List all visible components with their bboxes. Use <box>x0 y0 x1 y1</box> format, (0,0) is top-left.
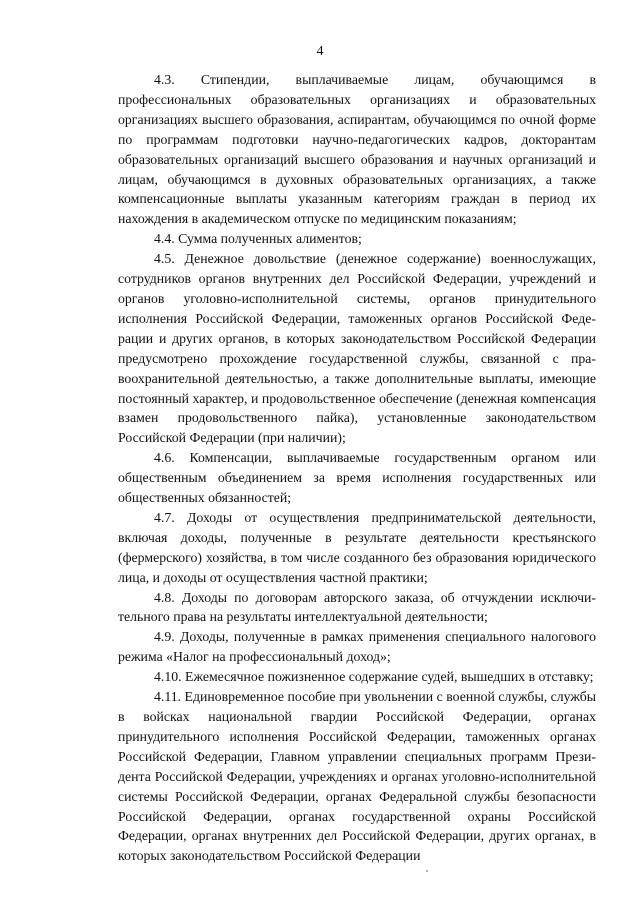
paragraph-4-3: 4.3. Стипендии, выплачиваемые лицам, обучающимся в профессиональных образовательных организациях и образовательных организациях высшего образования, аспирантам, обучающимся по очной форме по программам подготовки научно-педагогических кадров, докторантам образовательных организаций высшего образования и научных организаций и лицам, обучающимся в духовных образовательных организациях, а также компенсационные выплаты указанным категориям граждан в период их нахождения в академическом отпуске по медицинским показаниям; <box>118 72 596 227</box>
paragraph-4-9: 4.9. Доходы, полученные в рамках применения специального налогового режима «Налог на профессиональный доход»; <box>118 629 596 665</box>
scan-speck <box>426 870 428 872</box>
paragraph-4-7: 4.7. Доходы от осуществления предпринимательской деятельности, включая доходы, полученные в результате деятельности крестьянского (фермерского) хозяйства, в том числе созданного без образования юридического лица, и доходы от осуществления частной практики; <box>118 509 596 585</box>
paragraph-4-4: 4.4. Сумма полученных алиментов; <box>154 231 362 247</box>
paragraph-4-11: 4.11. Единовременное пособие при увольнении с военной службы, службы в войсках национальной гвардии Российской Федерации, органах принудительного исполнения Российской Федерации, таможенных органах Российской Федерации, Главном управлении специальных программ Президента Российской Федерации, учреждениях и органах уголовно-исполнительной системы Российской Федерации, органах Федеральной службы безопасности Российской Федерации, органах государственной охраны Российской Федерации, органах внутренних дел Российской Федерации, других органах, в которых законодательством Российской Федерации <box>118 689 596 864</box>
paragraph-4-10: 4.10. Ежемесячное пожизненное содержание судей, вышедших в отставку; <box>154 669 594 685</box>
paragraph-4-5: 4.5. Денежное довольствие (денежное содержание) военнослужащих, сотрудников органов внутренних дел Российской Федерации, учреждений и органов уголовно-исполнительной системы, органов принудительного исполнения Российской Федерации, таможенных органов Российской Федерации и других органов, в которых законодательством Российской Федерации предусмотрено прохождение государственной службы, связанной с правоохранительной деятельностью, а также дополнительные выплаты, имеющие постоянный характер, и продовольственное обеспечение (денежная компенсация взамен продовольственного пайка), установленные законодательством Российской Федерации (при наличии); <box>118 251 596 446</box>
document-body <box>118 70 596 866</box>
paragraph-4-6: 4.6. Компенсации, выплачиваемые государственным органом или общественным объединением за время исполнения государственных или общественных обязанностей; <box>118 450 596 506</box>
paragraph-4-8: 4.8. Доходы по договорам авторского заказа, об отчуждении исключительного права на результаты интеллектуальной деятельности; <box>118 589 596 625</box>
page-number: 4 <box>316 44 324 59</box>
